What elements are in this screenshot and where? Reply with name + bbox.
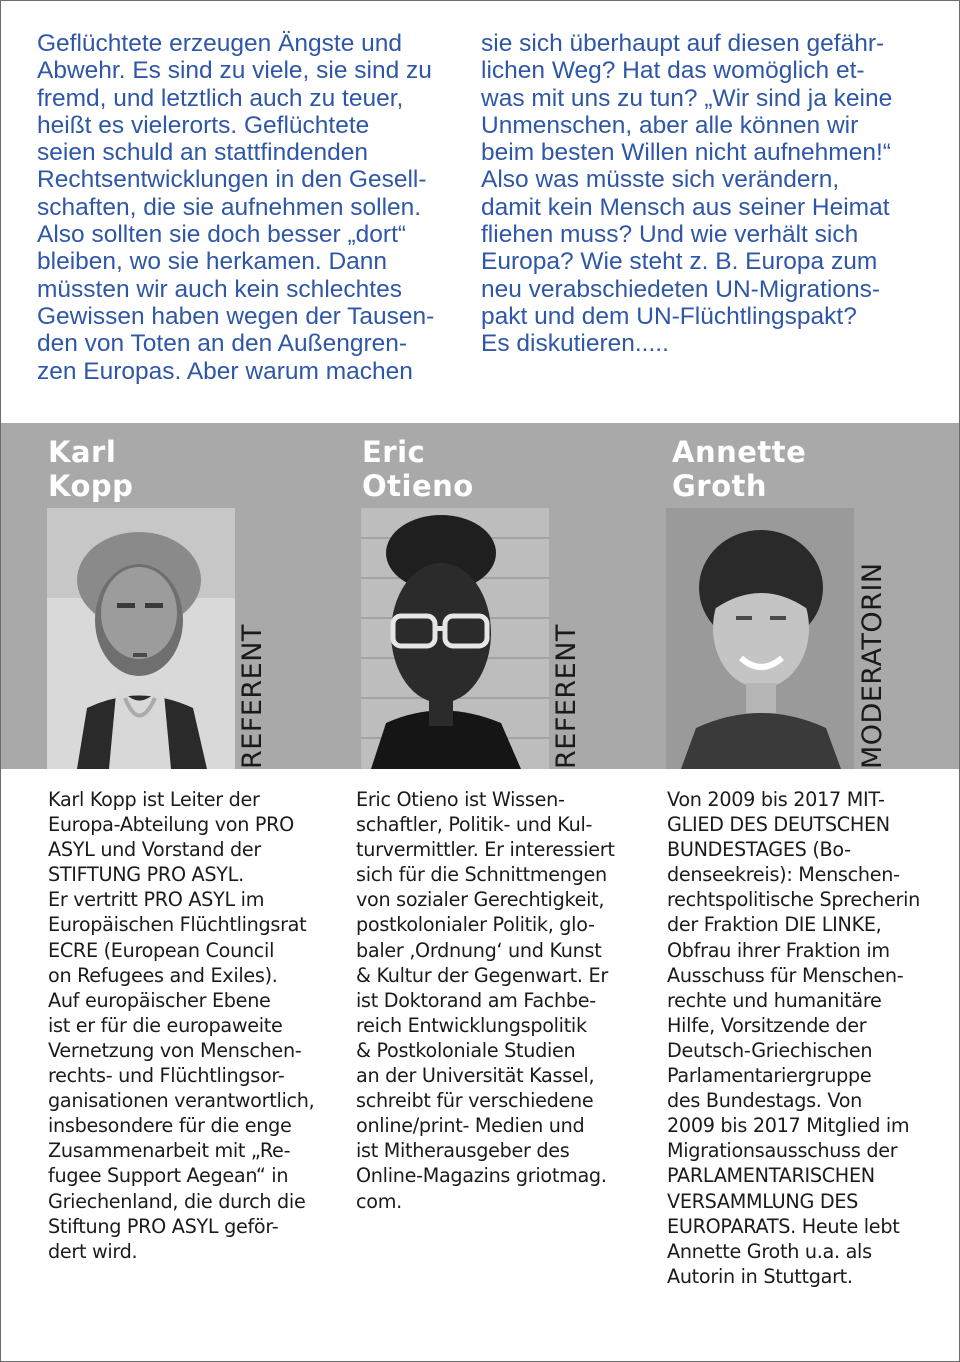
speaker-bio-karl-kopp: Karl Kopp ist Leiter der Europa-Abteilung von PRO ASYL und Vorstand der STIFTUNG PRO ASYL. Er vertritt PRO ASYL im Europäischen Flüchtlingsrat ECRE (European Council on Refugees and Exiles). Auf europäischer Ebene ist er für die europaweite Vernetzung von Menschen- rechts- und Flüchtlingsor- ganisationen verantwortlich, insbesondere für die enge Zusammenarbeit mit „Re- fugee Support Aegean“ in Griechenland, die durch die Stiftung PRO ASYL geför- dert wird. xyxy=(48,788,315,1263)
speaker-photo-eric-otieno xyxy=(361,508,549,769)
speaker-name-annette-groth: Annette Groth xyxy=(672,435,807,503)
speaker-bio-annette-groth: Von 2009 bis 2017 MIT- GLIED DES DEUTSCHEN BUNDESTAGES (Bo- denseekreis): Menschen- rechtspolitische Sprecherin der Fraktion DIE LINKE, Obfrau ihrer Fraktion im Ausschuss für Menschen- rechte und humanitäre Hilfe, Vorsitzende der Deutsch-Griechischen Parlamentariergruppe des Bundestags. Von 2009 bis 2017 Mitglied im Migrationsausschuss der PARLAMENTARISCHEN VERSAMMLUNG DES EUROPARATS. Heute lebt Annette Groth u.a. als Autorin in Stuttgart. xyxy=(667,788,920,1288)
speaker-role-eric-otieno: REFERENT xyxy=(551,624,582,769)
speaker-photo-annette-groth xyxy=(666,508,854,769)
speaker-role-annette-groth: MODERATORIN xyxy=(857,562,888,769)
speaker-bio-eric-otieno: Eric Otieno ist Wissen- schaftler, Politik- und Kul- turvermittler. Er interessiert sich für die Schnittmengen von sozialer Gerechtigkeit, postkolonialer Politik, glo- baler ‚Ordnung‘ und Kunst & Kultur der Gegenwart. Er ist Doktorand am Fachbe- reich Entwicklungspolitik & Postkoloniale Studien an der Universität Kassel, schreibt für verschiedene online/print- Medien und ist Mitherausgeber des Online-Magazins griotmag. com. xyxy=(356,788,615,1213)
speaker-name-karl-kopp: Karl Kopp xyxy=(48,435,134,503)
intro-text-right-column: sie sich überhaupt auf diesen gefähr- lichen Weg? Hat das womöglich et- was mit uns zu tun? „Wir sind ja keine Unmenschen, aber alle können wir beim besten Willen nicht aufnehmen!“ Also was müsste sich verändern, damit kein Mensch aus seiner Heimat fliehen muss? Und wie verhält sich Europa? Wie steht z. B. Europa zum neu verabschiedeten UN-Migrations- pakt und dem UN-Flüchtlingspakt? Es diskutieren..... xyxy=(481,30,893,358)
speaker-name-eric-otieno: Eric Otieno xyxy=(362,435,474,503)
speaker-role-karl-kopp: REFERENT xyxy=(237,624,268,769)
speaker-photo-karl-kopp xyxy=(47,508,235,769)
intro-text-left-column: Geflüchtete erzeugen Ängste und Abwehr. Es sind zu viele, sie sind zu fremd, und letztlich auch zu teuer, heißt es vielerorts. Geflüchtete seien schuld an stattfindenden Rechtsentwicklungen in den Gesell- schaften, die sie aufnehmen sollen. Also sollten sie doch besser „dort“ bleiben, wo sie herkamen. Dann müssten wir auch kein schlechtes Gewissen haben wegen der Tausen- den von Toten an den Außengren- zen Europas. Aber warum machen xyxy=(37,30,435,385)
